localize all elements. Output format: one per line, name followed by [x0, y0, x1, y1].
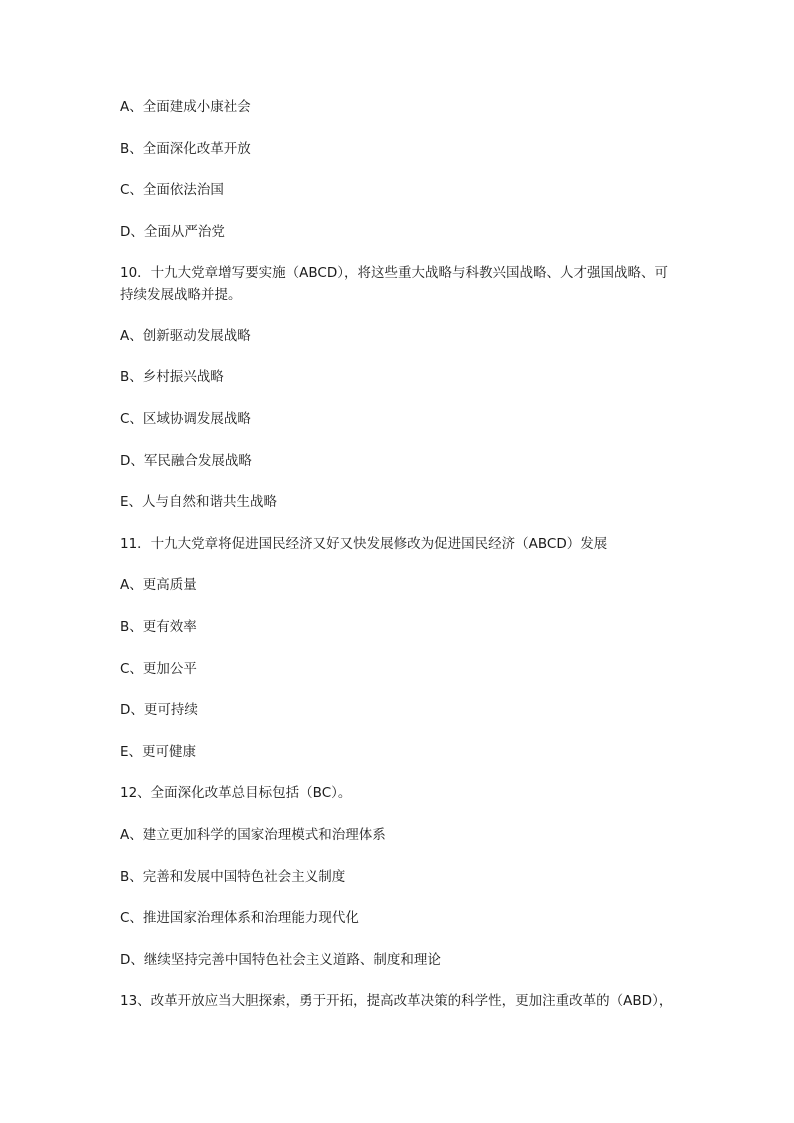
option-e: E、更可健康	[120, 744, 197, 760]
option-b: B、更有效率	[120, 619, 197, 635]
option-c: C、更加公平	[120, 661, 197, 677]
option-b: B、全面深化改革开放	[120, 141, 251, 157]
option-d: D、全面从严治党	[120, 224, 225, 240]
option-c: C、全面依法治国	[120, 182, 224, 198]
question-11: 11．十九大党章将促进国民经济又好又快发展修改为促进国民经济（ABCD）发展	[120, 536, 608, 552]
option-d: D、继续坚持完善中国特色社会主义道路、制度和理论	[120, 952, 441, 968]
option-d: D、更可持续	[120, 702, 198, 718]
option-e: E、人与自然和谐共生战略	[120, 494, 278, 510]
question-10: 10．十九大党章增写要实施（ABCD），将这些重大战略与科教兴国战略、人才强国战略、可持续发展战略并提。	[120, 265, 669, 303]
option-a: A、建立更加科学的国家治理模式和治理体系	[120, 827, 386, 843]
option-a: A、更高质量	[120, 577, 197, 593]
question-12: 12、全面深化改革总目标包括（BC）。	[120, 785, 352, 801]
option-b: B、完善和发展中国特色社会主义制度	[120, 869, 346, 885]
option-a: A、创新驱动发展战略	[120, 328, 251, 344]
question-13: 13、改革开放应当大胆探索，勇于开拓，提高改革决策的科学性，更加注重改革的（ABD），	[120, 993, 673, 1009]
option-a: A、全面建成小康社会	[120, 99, 251, 115]
option-c: C、区域协调发展战略	[120, 411, 251, 427]
option-d: D、军民融合发展战略	[120, 453, 252, 469]
option-c: C、推进国家治理体系和治理能力现代化	[120, 910, 359, 926]
option-b: B、乡村振兴战略	[120, 369, 224, 385]
